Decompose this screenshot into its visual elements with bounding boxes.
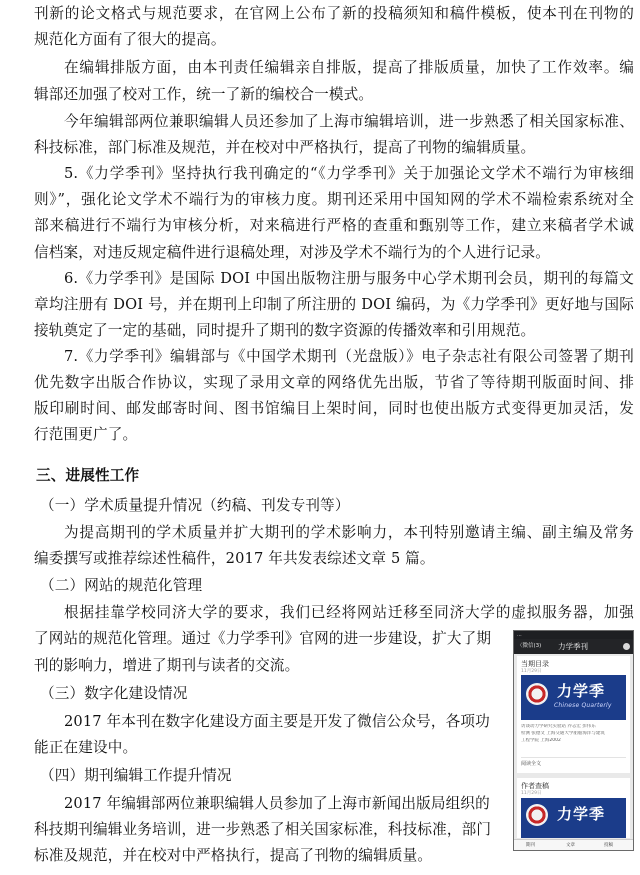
paragraph-line: 接轨奠定了一定的基础，同时提升了期刊的数字资源的传播效率和引用规范。 <box>34 322 536 339</box>
phone-status-bar: ... <box>514 631 633 639</box>
paragraph-line: 7.《力学季刊》编辑部与《中国学术期刊（光盘版）》电子杂志社有限公司签署了期刊 <box>64 348 634 365</box>
paragraph-line: 行范围更广了。 <box>34 426 138 443</box>
wechat-screenshot <box>513 630 634 851</box>
card-date: 11月29日 <box>521 669 542 674</box>
paragraph-line: 6.《力学季刊》是国际 DOI 中国出版物注册与服务中心学术期刊会员，期刊的每篇文 <box>64 270 634 287</box>
subsection-heading: （二）网站的规范化管理 <box>40 577 203 594</box>
paragraph-line: 在编辑排版方面，由本刊责任编辑亲自排版，提高了排版质量，加快了工作效率。编 <box>64 59 634 76</box>
menu-item: 文章 <box>566 843 575 848</box>
phone-nav-bar <box>514 639 633 654</box>
card-summary-line: 检测 张德文 上海交通大学船舶海洋与建筑 <box>521 731 605 736</box>
subsection-heading: （四）期刊编辑工作提升情况 <box>40 767 232 784</box>
article-card <box>517 778 630 838</box>
paragraph-line: 版印刷时间、邮发邮寄时间、图书馆编目上架时间，同时也使出版方式变得更加灵活，发 <box>34 400 634 417</box>
paragraph-line: 刊新的论文格式与规范要求，在官网上公布了新的投稿须知和稿件模板，使本刊在刊物的 <box>34 5 634 22</box>
paragraph-line: 根据挂靠学校同济大学的要求，我们已经将网站迁移至同济大学的虚拟服务器，加强 <box>64 604 634 621</box>
journal-logo-icon <box>526 683 548 705</box>
paragraph-line: 为提高期刊的学术质量并扩大期刊的学术影响力，本刊特别邀请主编、副主编及常务 <box>64 524 634 541</box>
paragraph-line: 信档案，对违反规定稿件进行退稿处理，对涉及学术不端行为的个人进行记录。 <box>34 244 551 261</box>
banner-title: 力学季 <box>557 682 606 700</box>
paragraph-line: 则》”，强化论文学术不端行为的审核力度。期刊还采用中国知网的学术不端检索系统对全 <box>34 191 634 208</box>
paragraph-line: 科技标准，部门标准及规范，并在校对中严格执行，提高了刊物的编辑质量。 <box>34 139 536 156</box>
paragraph-line: 了网站的规范化管理。通过《力学季刊》官网的进一步建设，扩大了期 <box>34 630 492 647</box>
paragraph-line: 科技期刊编辑业务培训，进一步熟悉了相关国家标准，科技标准，部门 <box>34 821 492 838</box>
card-title: 当期目录 <box>521 660 549 668</box>
profile-icon <box>623 643 630 650</box>
paragraph-line: 今年编辑部两位兼职编辑人员还参加了上海市编辑培训，进一步熟悉了相关国家标准、 <box>64 113 634 130</box>
journal-banner <box>521 675 626 720</box>
paragraph-line: 刊的影响力，增进了期刊与读者的交流。 <box>34 657 300 674</box>
paragraph-line: 部来稿进行不端行为审核分析，对来稿进行严格的查重和甄别等工作，建立来稿者学术诚 <box>34 217 634 234</box>
paragraph-line: 能正在建设中。 <box>34 739 138 756</box>
section-heading: 三、进展性工作 <box>36 467 140 484</box>
divider <box>521 757 626 758</box>
paragraph-line: 辑部还加强了校对工作，统一了新的编校合一模式。 <box>34 86 374 103</box>
card-summary-line: 工程学院 上海2002 <box>521 738 561 743</box>
paragraph-line: 5.《力学季刊》坚持执行我刊确定的“《力学季刊》关于加强论文学术不端行为审核细 <box>64 165 634 182</box>
banner-title: 力学季 <box>557 805 606 823</box>
subsection-heading: （一）学术质量提升情况（约稿、刊发专刊等） <box>40 497 350 514</box>
journal-logo-icon <box>526 804 548 826</box>
phone-bottom-menu <box>514 839 633 850</box>
subsection-heading: （三）数字化建设情况 <box>40 685 188 702</box>
menu-item: 期刊 <box>526 843 535 848</box>
card-summary-line: 访谈动力学研究实验站 乔志宏 彭伟东 <box>521 724 596 729</box>
paragraph-line: 标准及规范，并在校对中严格执行，提高了刊物的编辑质量。 <box>34 847 433 864</box>
paragraph-line: 章均注册有 DOI 号，并在期刊上印制了所注册的 DOI 编码，为《力学季刊》更好地与国际 <box>34 296 634 313</box>
journal-banner <box>521 798 626 838</box>
paragraph-line: 编委撰写或推荐综述性稿件，2017 年共发表综述文章 5 篇。 <box>34 550 435 567</box>
paragraph-line: 2017 年本刊在数字化建设方面主要是开发了微信公众号，各项功 <box>64 713 490 730</box>
account-title: 力学季刊 <box>558 642 588 651</box>
paragraph-line: 2017 年编辑部两位兼职编辑人员参加了上海市新闻出版局组织的 <box>64 795 490 812</box>
paragraph-line: 规范化方面有了很大的提高。 <box>34 31 226 48</box>
card-title: 作者查稿 <box>521 782 549 790</box>
menu-item: 投稿 <box>604 843 613 848</box>
read-more-link: 阅读全文 <box>521 761 542 767</box>
back-button: 〈微信(3) <box>517 643 542 649</box>
banner-subtitle: Chinese Quarterly <box>554 702 612 709</box>
card-date: 11月29日 <box>521 791 542 796</box>
article-card <box>517 656 630 773</box>
paragraph-line: 优先数字出版合作协议，实现了录用文章的网络优先出版，节省了等待期刊版面时间、排 <box>34 374 634 391</box>
